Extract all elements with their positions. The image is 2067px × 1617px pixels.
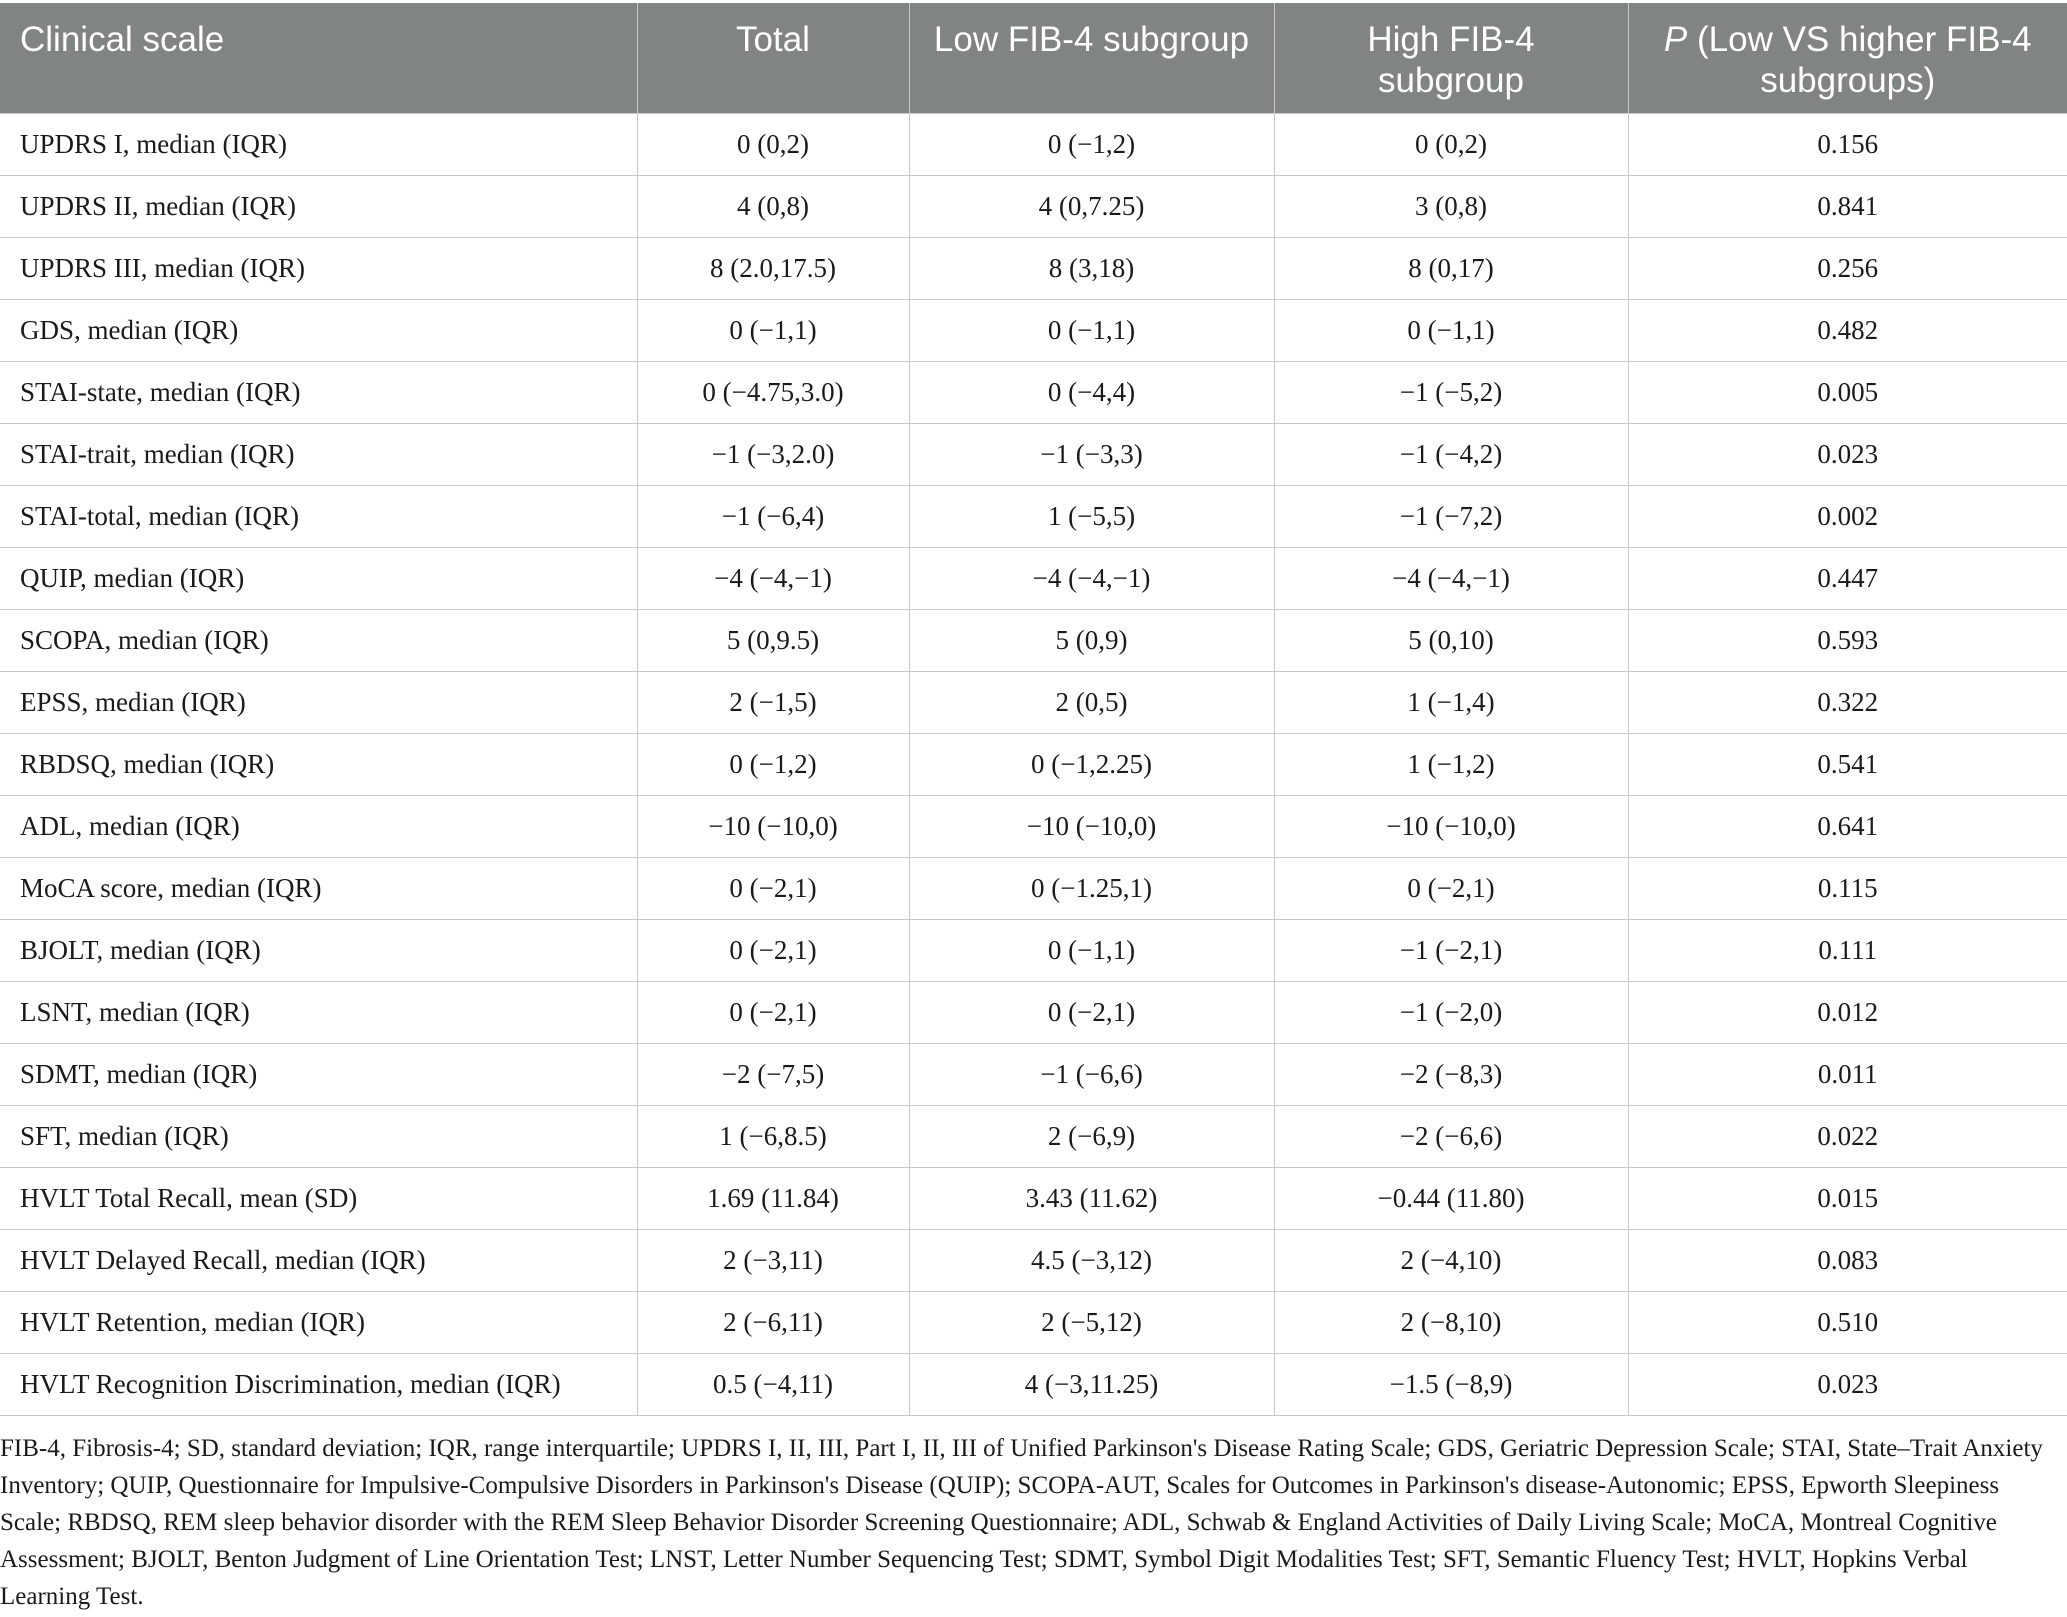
cell-clinical-scale: GDS, median (IQR)	[0, 299, 637, 361]
header-high-fib4: High FIB-4 subgroup	[1274, 3, 1628, 113]
cell-clinical-scale: STAI-trait, median (IQR)	[0, 423, 637, 485]
table-row	[0, 1353, 2067, 1415]
cell-p-value: 0.022	[1628, 1105, 2067, 1167]
cell-low-fib4: −10 (−10,0)	[909, 795, 1274, 857]
table-row	[0, 1229, 2067, 1291]
cell-total: −1 (−3,2.0)	[637, 423, 909, 485]
table-row	[0, 1167, 2067, 1229]
cell-high-fib4: 5 (0,10)	[1274, 609, 1628, 671]
cell-clinical-scale: ADL, median (IQR)	[0, 795, 637, 857]
cell-total: 0.5 (−4,11)	[637, 1353, 909, 1415]
cell-high-fib4: 8 (0,17)	[1274, 237, 1628, 299]
cell-clinical-scale: HVLT Delayed Recall, median (IQR)	[0, 1229, 637, 1291]
cell-p-value: 0.256	[1628, 237, 2067, 299]
cell-high-fib4: 1 (−1,4)	[1274, 671, 1628, 733]
table-row	[0, 609, 2067, 671]
cell-total: 2 (−1,5)	[637, 671, 909, 733]
table-row	[0, 795, 2067, 857]
cell-low-fib4: −1 (−6,6)	[909, 1043, 1274, 1105]
table-row	[0, 485, 2067, 547]
cell-p-value: 0.005	[1628, 361, 2067, 423]
cell-low-fib4: 4 (0,7.25)	[909, 175, 1274, 237]
cell-low-fib4: 0 (−2,1)	[909, 981, 1274, 1043]
cell-low-fib4: 4.5 (−3,12)	[909, 1229, 1274, 1291]
cell-total: 2 (−6,11)	[637, 1291, 909, 1353]
cell-high-fib4: 2 (−8,10)	[1274, 1291, 1628, 1353]
cell-p-value: 0.541	[1628, 733, 2067, 795]
cell-p-value: 0.156	[1628, 113, 2067, 175]
table-row	[0, 1043, 2067, 1105]
cell-p-value: 0.015	[1628, 1167, 2067, 1229]
header-low-fib4: Low FIB-4 subgroup	[909, 3, 1274, 113]
table-row	[0, 299, 2067, 361]
table-row	[0, 113, 2067, 175]
cell-high-fib4: −0.44 (11.80)	[1274, 1167, 1628, 1229]
cell-total: −1 (−6,4)	[637, 485, 909, 547]
table-row	[0, 1105, 2067, 1167]
cell-high-fib4: −1 (−2,1)	[1274, 919, 1628, 981]
cell-total: 2 (−3,11)	[637, 1229, 909, 1291]
cell-high-fib4: 0 (0,2)	[1274, 113, 1628, 175]
cell-low-fib4: −4 (−4,−1)	[909, 547, 1274, 609]
cell-clinical-scale: STAI-state, median (IQR)	[0, 361, 637, 423]
cell-low-fib4: 0 (−1,2)	[909, 113, 1274, 175]
cell-total: 8 (2.0,17.5)	[637, 237, 909, 299]
table-row	[0, 361, 2067, 423]
cell-low-fib4: 0 (−1.25,1)	[909, 857, 1274, 919]
cell-clinical-scale: SCOPA, median (IQR)	[0, 609, 637, 671]
table-row	[0, 175, 2067, 237]
cell-high-fib4: 1 (−1,2)	[1274, 733, 1628, 795]
cell-low-fib4: 0 (−1,1)	[909, 919, 1274, 981]
cell-clinical-scale: MoCA score, median (IQR)	[0, 857, 637, 919]
table-row	[0, 671, 2067, 733]
clinical-scales-table-container	[0, 3, 2067, 1416]
cell-clinical-scale: UPDRS I, median (IQR)	[0, 113, 637, 175]
cell-clinical-scale: STAI-total, median (IQR)	[0, 485, 637, 547]
cell-p-value: 0.011	[1628, 1043, 2067, 1105]
table-body	[0, 113, 2067, 1415]
cell-high-fib4: −1 (−4,2)	[1274, 423, 1628, 485]
cell-high-fib4: −4 (−4,−1)	[1274, 547, 1628, 609]
cell-low-fib4: 3.43 (11.62)	[909, 1167, 1274, 1229]
cell-p-value: 0.083	[1628, 1229, 2067, 1291]
cell-high-fib4: 0 (−1,1)	[1274, 299, 1628, 361]
cell-low-fib4: 1 (−5,5)	[909, 485, 1274, 547]
cell-clinical-scale: QUIP, median (IQR)	[0, 547, 637, 609]
cell-p-value: 0.447	[1628, 547, 2067, 609]
cell-total: −10 (−10,0)	[637, 795, 909, 857]
cell-p-value: 0.593	[1628, 609, 2067, 671]
header-total: Total	[637, 3, 909, 113]
cell-total: 0 (−2,1)	[637, 981, 909, 1043]
cell-p-value: 0.023	[1628, 1353, 2067, 1415]
cell-total: −4 (−4,−1)	[637, 547, 909, 609]
table-row	[0, 733, 2067, 795]
cell-clinical-scale: SDMT, median (IQR)	[0, 1043, 637, 1105]
cell-high-fib4: −2 (−8,3)	[1274, 1043, 1628, 1105]
cell-clinical-scale: HVLT Total Recall, mean (SD)	[0, 1167, 637, 1229]
cell-total: 4 (0,8)	[637, 175, 909, 237]
cell-clinical-scale: HVLT Recognition Discrimination, median (IQR)	[0, 1353, 637, 1415]
cell-high-fib4: −10 (−10,0)	[1274, 795, 1628, 857]
cell-low-fib4: 0 (−1,1)	[909, 299, 1274, 361]
cell-low-fib4: 0 (−4,4)	[909, 361, 1274, 423]
table-row	[0, 857, 2067, 919]
cell-p-value: 0.115	[1628, 857, 2067, 919]
header-p-symbol: P	[1663, 20, 1688, 59]
cell-high-fib4: 2 (−4,10)	[1274, 1229, 1628, 1291]
table-header	[0, 3, 2067, 113]
header-clinical-scale: Clinical scale	[0, 3, 637, 113]
cell-p-value: 0.023	[1628, 423, 2067, 485]
cell-low-fib4: 0 (−1,2.25)	[909, 733, 1274, 795]
table-footnote: FIB-4, Fibrosis-4; SD, standard deviation; IQR, range interquartile; UPDRS I, II, III, Part I, II, III of Unified Parkinson's Disease Rating Scale; GDS, Geriatric Depression Scale; STAI, State–Trait Anxiety Inventory; QUIP, Questionnaire for Impulsive-Compulsive Disorders in Parkinson's Disease (QUIP); SCOPA-AUT, Scales for Outcomes in Parkinson's disease-Autonomic; EPSS, Epworth Sleepiness Scale; RBDSQ, REM sleep behavior disorder with the REM Sleep Behavior Disorder Screening Questionnaire; ADL, Schwab & England Activities of Daily Living Scale; MoCA, Montreal Cognitive Assessment; BJOLT, Benton Judgment of Line Orientation Test; LNST, Letter Number Sequencing Test; SDMT, Symbol Digit Modalities Test; SFT, Semantic Fluency Test; HVLT, Hopkins Verbal Learning Test.	[0, 1435, 2043, 1610]
cell-p-value: 0.641	[1628, 795, 2067, 857]
cell-low-fib4: 2 (−6,9)	[909, 1105, 1274, 1167]
cell-low-fib4: 2 (0,5)	[909, 671, 1274, 733]
header-p-value	[1628, 3, 2067, 113]
cell-high-fib4: −2 (−6,6)	[1274, 1105, 1628, 1167]
cell-low-fib4: −1 (−3,3)	[909, 423, 1274, 485]
cell-total: 0 (−1,2)	[637, 733, 909, 795]
cell-low-fib4: 4 (−3,11.25)	[909, 1353, 1274, 1415]
cell-total: 1 (−6,8.5)	[637, 1105, 909, 1167]
cell-p-value: 0.510	[1628, 1291, 2067, 1353]
clinical-scales-table	[0, 3, 2067, 1416]
cell-total: 1.69 (11.84)	[637, 1167, 909, 1229]
table-row	[0, 237, 2067, 299]
cell-clinical-scale: EPSS, median (IQR)	[0, 671, 637, 733]
table-row	[0, 981, 2067, 1043]
cell-clinical-scale: RBDSQ, median (IQR)	[0, 733, 637, 795]
cell-clinical-scale: UPDRS III, median (IQR)	[0, 237, 637, 299]
cell-clinical-scale: LSNT, median (IQR)	[0, 981, 637, 1043]
cell-p-value: 0.841	[1628, 175, 2067, 237]
header-p-label: (Low VS higher FIB-4 subgroups)	[1687, 20, 2032, 100]
cell-clinical-scale: HVLT Retention, median (IQR)	[0, 1291, 637, 1353]
cell-low-fib4: 2 (−5,12)	[909, 1291, 1274, 1353]
cell-p-value: 0.482	[1628, 299, 2067, 361]
cell-high-fib4: −1 (−5,2)	[1274, 361, 1628, 423]
cell-high-fib4: −1 (−2,0)	[1274, 981, 1628, 1043]
header-row	[0, 3, 2067, 113]
table-row	[0, 423, 2067, 485]
cell-high-fib4: −1.5 (−8,9)	[1274, 1353, 1628, 1415]
cell-total: 0 (−2,1)	[637, 919, 909, 981]
cell-total: 0 (−4.75,3.0)	[637, 361, 909, 423]
table-row	[0, 547, 2067, 609]
cell-p-value: 0.002	[1628, 485, 2067, 547]
cell-high-fib4: 0 (−2,1)	[1274, 857, 1628, 919]
table-row	[0, 1291, 2067, 1353]
cell-p-value: 0.012	[1628, 981, 2067, 1043]
cell-total: 0 (0,2)	[637, 113, 909, 175]
cell-clinical-scale: BJOLT, median (IQR)	[0, 919, 637, 981]
cell-total: 0 (−1,1)	[637, 299, 909, 361]
cell-total: 0 (−2,1)	[637, 857, 909, 919]
cell-p-value: 0.111	[1628, 919, 2067, 981]
cell-clinical-scale: SFT, median (IQR)	[0, 1105, 637, 1167]
cell-total: 5 (0,9.5)	[637, 609, 909, 671]
cell-low-fib4: 8 (3,18)	[909, 237, 1274, 299]
cell-high-fib4: −1 (−7,2)	[1274, 485, 1628, 547]
cell-high-fib4: 3 (0,8)	[1274, 175, 1628, 237]
cell-total: −2 (−7,5)	[637, 1043, 909, 1105]
cell-low-fib4: 5 (0,9)	[909, 609, 1274, 671]
cell-p-value: 0.322	[1628, 671, 2067, 733]
table-row	[0, 919, 2067, 981]
cell-clinical-scale: UPDRS II, median (IQR)	[0, 175, 637, 237]
